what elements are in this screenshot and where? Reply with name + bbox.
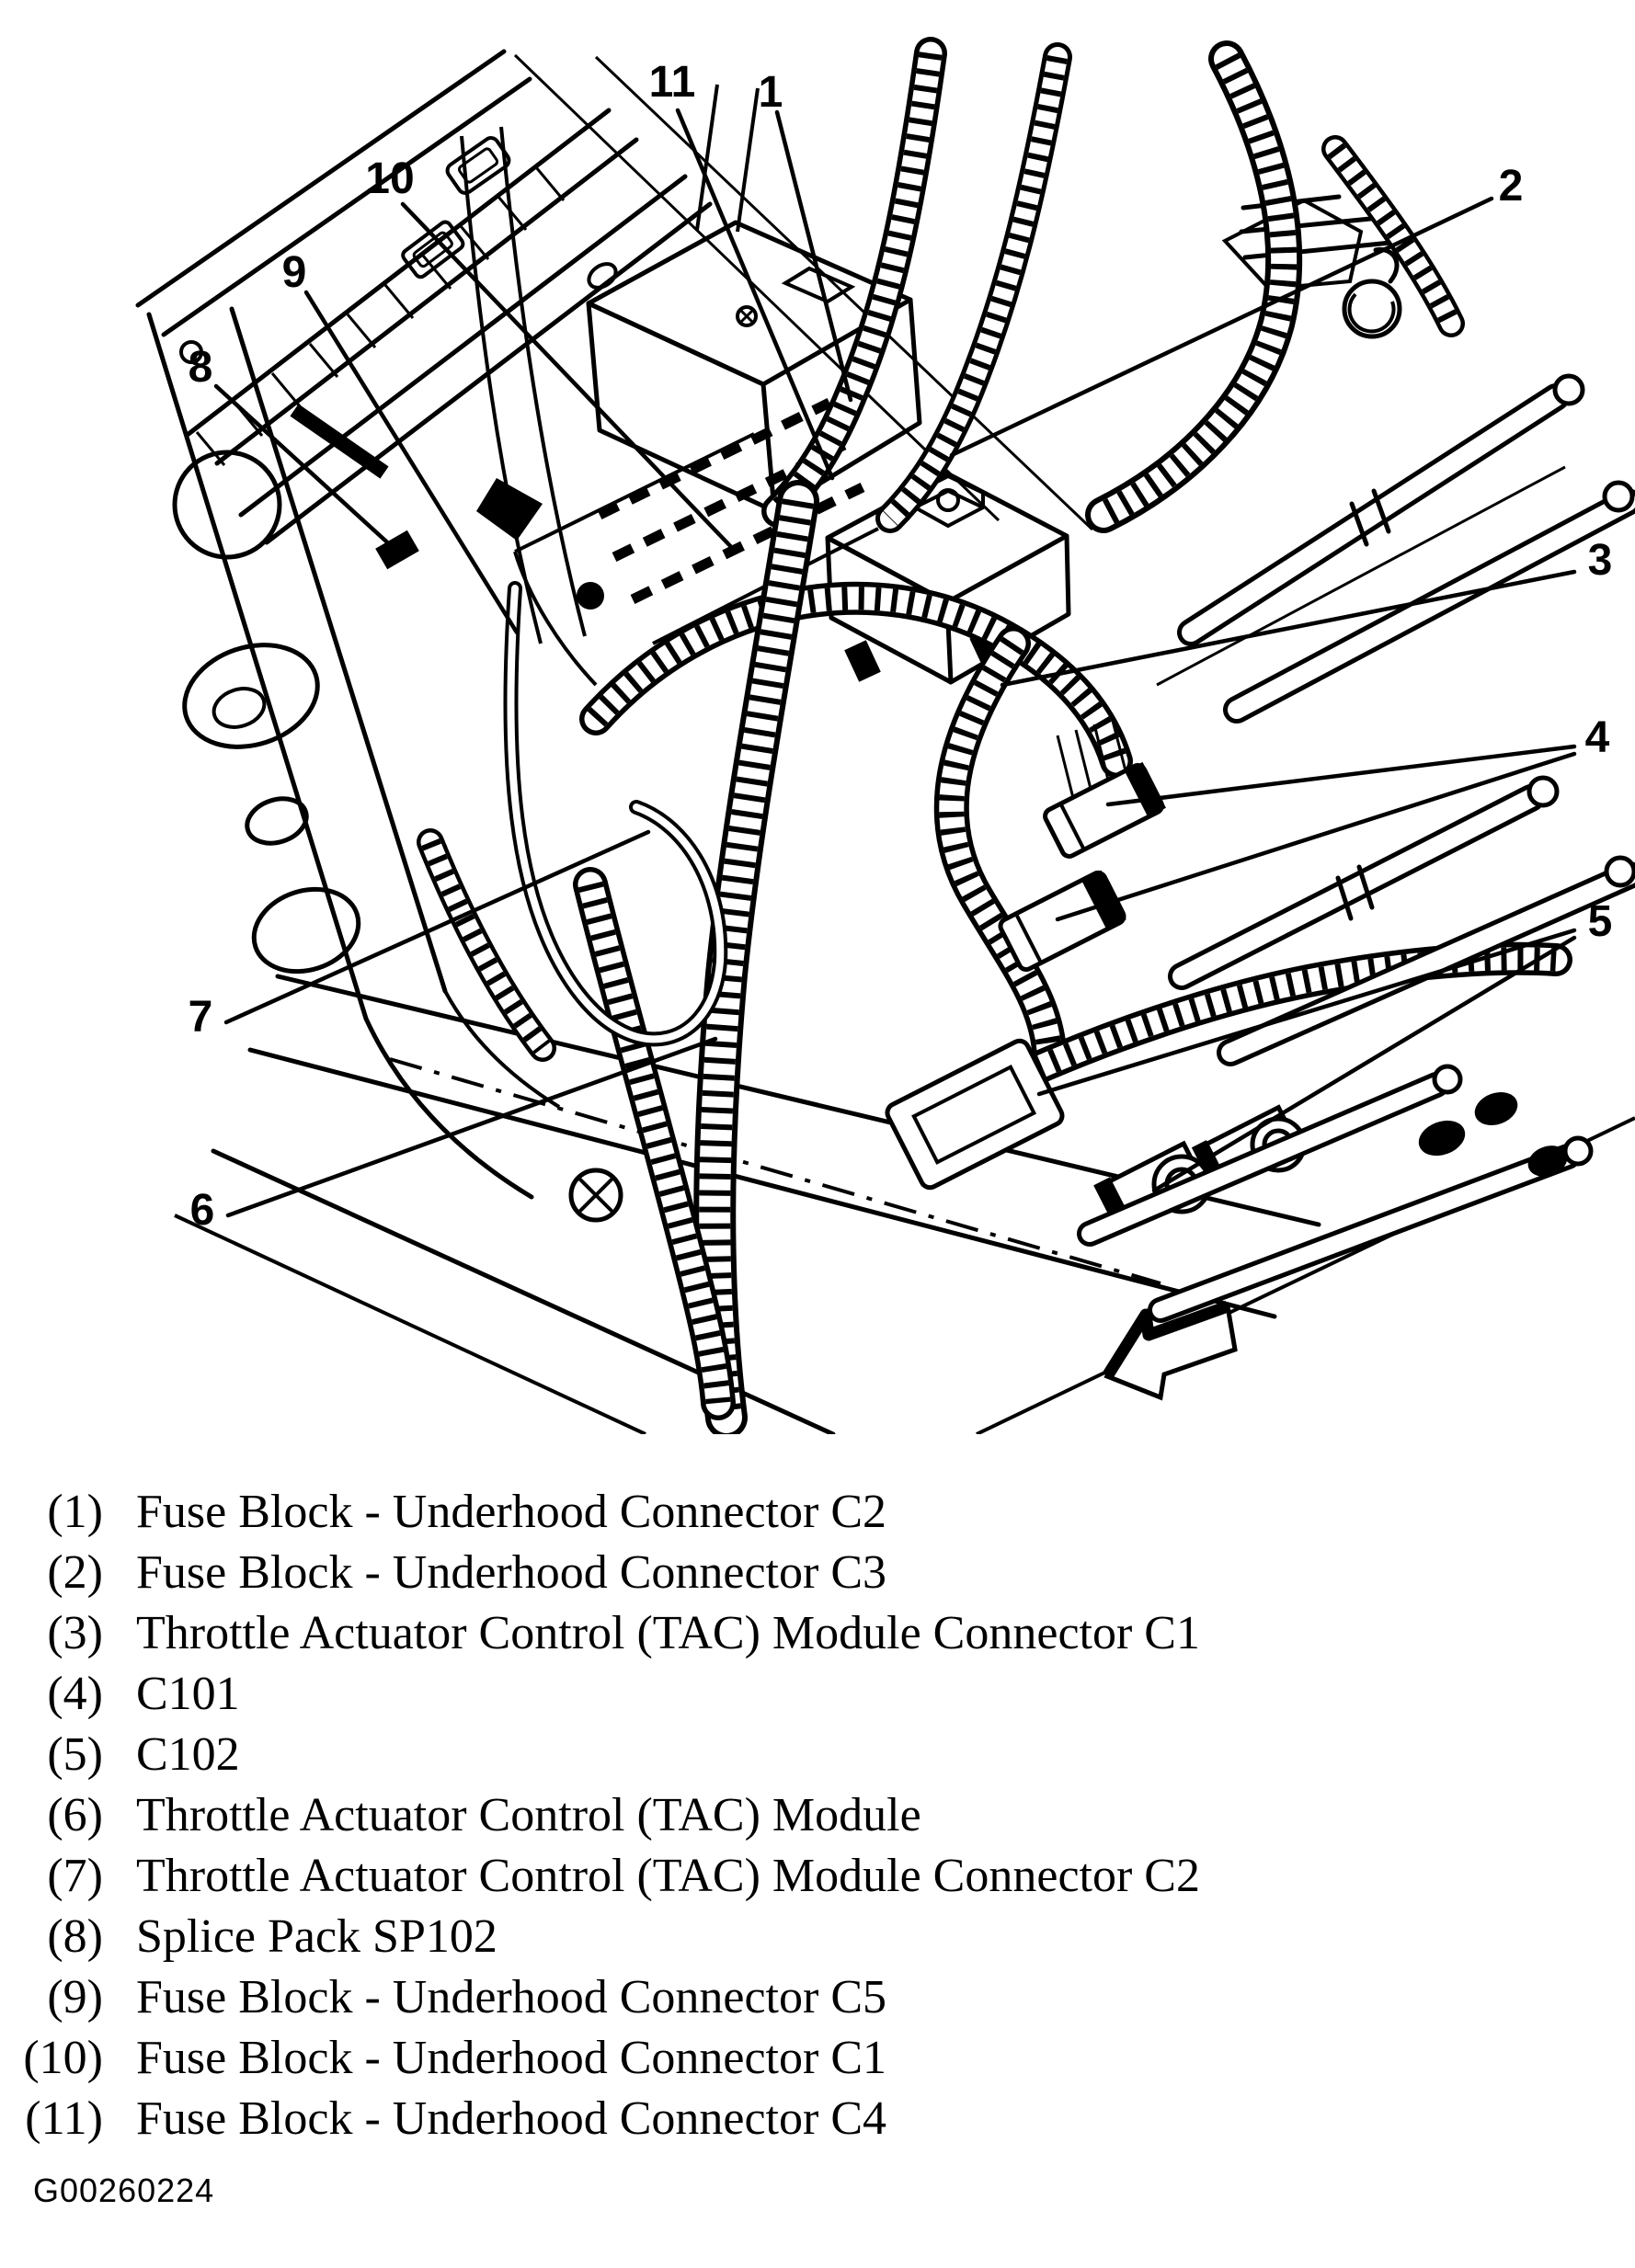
callout-3: 3 bbox=[1587, 536, 1613, 585]
direction-arrow-icon bbox=[1107, 1306, 1235, 1397]
legend-item-number: (1) bbox=[47, 1486, 103, 1538]
legend-item bbox=[0, 2028, 1635, 2089]
callout-6: 6 bbox=[189, 1186, 215, 1235]
legend-item bbox=[0, 1543, 1635, 1603]
legend-item-number: (8) bbox=[47, 1910, 103, 1963]
underhood-fuse-block bbox=[476, 222, 920, 685]
callout-8: 8 bbox=[188, 343, 213, 392]
legend-item bbox=[0, 1725, 1635, 1785]
leader-line-10 bbox=[403, 204, 736, 552]
legend-item-number: (4) bbox=[47, 1668, 103, 1720]
legend-item-label: Fuse Block - Underhood Connector C2 bbox=[136, 1486, 887, 1538]
legend-item bbox=[0, 1967, 1635, 2028]
legend-item-number: (5) bbox=[47, 1728, 103, 1781]
legend-item-label: Fuse Block - Underhood Connector C4 bbox=[136, 2092, 887, 2145]
legend-item bbox=[0, 1603, 1635, 1664]
legend-item bbox=[0, 1907, 1635, 1967]
legend-item-label: Splice Pack SP102 bbox=[136, 1910, 497, 1963]
callout-11: 11 bbox=[648, 58, 696, 107]
legend-item-label: C101 bbox=[136, 1668, 240, 1720]
legend-item-number: (2) bbox=[47, 1546, 103, 1599]
callout-4: 4 bbox=[1584, 713, 1610, 762]
legend-item bbox=[0, 2089, 1635, 2149]
figure-id: G00260224 bbox=[33, 2171, 215, 2209]
legend-item-number: (6) bbox=[47, 1789, 103, 1841]
connector-c101 bbox=[998, 721, 1166, 972]
legend-item-label: Fuse Block - Underhood Connector C5 bbox=[136, 1971, 887, 2023]
legend-item bbox=[0, 1846, 1635, 1907]
legend-item-number: (3) bbox=[47, 1607, 103, 1659]
callout-9: 9 bbox=[281, 248, 307, 297]
legend-item-label: Fuse Block - Underhood Connector C3 bbox=[136, 1546, 887, 1599]
connector-c102 bbox=[885, 1038, 1304, 1231]
callout-2: 2 bbox=[1498, 162, 1524, 211]
legend-item-number: (7) bbox=[47, 1850, 103, 1902]
legend bbox=[0, 1482, 1635, 2149]
legend-item-label: Throttle Actuator Control (TAC) Module Connector C1 bbox=[136, 1607, 1200, 1659]
legend-item-label: Throttle Actuator Control (TAC) Module Connector C2 bbox=[136, 1850, 1200, 1902]
legend-item bbox=[0, 1482, 1635, 1543]
legend-item-number: (10) bbox=[23, 2032, 103, 2084]
splice-pack-sp102 bbox=[294, 410, 419, 569]
legend-item-label: C102 bbox=[136, 1728, 240, 1781]
callout-1: 1 bbox=[758, 68, 783, 117]
callout-10: 10 bbox=[365, 154, 415, 203]
legend-item-number: (11) bbox=[25, 2092, 103, 2145]
legend-item-label: Throttle Actuator Control (TAC) Module bbox=[136, 1789, 921, 1841]
legend-item-number: (9) bbox=[47, 1971, 103, 2023]
legend-item bbox=[0, 1785, 1635, 1846]
callout-5: 5 bbox=[1587, 897, 1613, 946]
legend-item bbox=[0, 1664, 1635, 1725]
legend-item-label: Fuse Block - Underhood Connector C1 bbox=[136, 2032, 887, 2084]
leader-line-5a bbox=[1039, 930, 1574, 1094]
callout-7: 7 bbox=[188, 993, 213, 1042]
